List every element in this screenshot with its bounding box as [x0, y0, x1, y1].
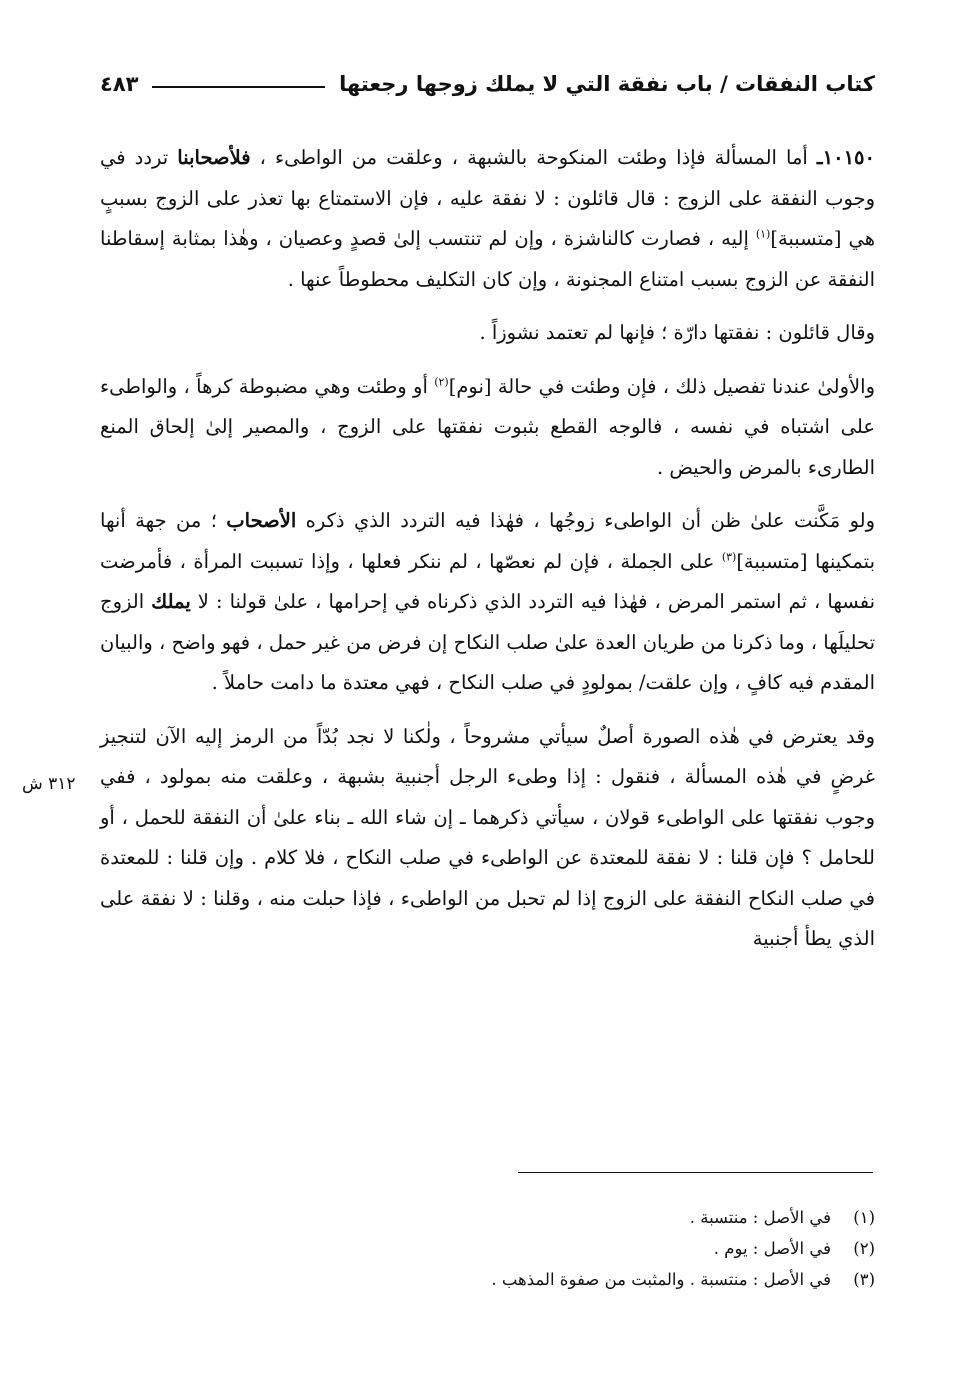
footnote	[100, 1264, 875, 1295]
paragraph	[100, 717, 875, 960]
text-run: تردد في وجوب النفقة على الزوج : قال قائلون : لا نفقة عليه ، فإن الاستمتاع بها تعذر على الزوج بسببٍ هي [متسببة]	[100, 146, 875, 250]
footnote-text: في الأصل : يوم .	[713, 1239, 831, 1258]
bold-text: ١٠١٥٠ـ	[816, 146, 875, 169]
header-title: كتاب النفقات / باب نفقة التي لا يملك زوجها رجعتها	[339, 72, 875, 96]
footnote-number: (٢)	[853, 1239, 875, 1258]
footnote-ref: (٣)	[721, 550, 737, 563]
text-run: ؛ من جهة أنها بتمكينها [متسببة]	[100, 509, 875, 573]
running-header	[100, 62, 875, 106]
bold-text: يملك	[151, 590, 191, 613]
text-run: على الجملة ، فإن لم نعصّها ، لم ننكر فعلها ، وإذا تسببت المرأة ، فأمرضت نفسها ، ثم استمر المرض ، فهٰذا فيه التردد الذي ذكرناه في إحرامها ، علىٰ قولنا : لا	[100, 549, 875, 613]
text-run: ولو مَكَّنت علىٰ ظن أن الواطىء زوجُها ، فهٰذا فيه التردد الذي ذكره	[296, 509, 875, 532]
text-run: أما المسألة فإذا وطئت المنكوحة بالشبهة ، وعلقت من الواطىء ،	[250, 146, 817, 169]
margin-note: ٣١٢ ش	[22, 774, 76, 794]
page-number: ٤٨٣	[100, 72, 139, 96]
footnote-ref: (١)	[755, 227, 771, 241]
main-text	[100, 138, 875, 973]
text-run: والأولىٰ عندنا تفصيل ذلك ، فإن وطئت في حالة [نوم]	[448, 374, 875, 398]
paragraph	[100, 138, 875, 300]
footnote	[100, 1233, 875, 1264]
paragraph	[100, 313, 875, 354]
bold-text: الأصحاب	[226, 509, 297, 532]
text-run: أو وطئت وهي مضبوطة كرهاً ، والواطىء على اشتباه في نفسه ، فالوجه القطع بثبوت نفقتها على الزوج ، والمصير إلىٰ إلحاق المنع الطارىء بالمرض والحيض .	[100, 374, 875, 479]
footnote	[100, 1202, 875, 1233]
footnote-separator	[518, 1172, 873, 1173]
footnote-text: في الأصل : منتسبة .	[689, 1208, 831, 1227]
paragraph	[100, 501, 875, 704]
bold-text: فلأصحابنا	[177, 146, 251, 169]
footnote-ref: (٢)	[434, 375, 449, 388]
footnote-number: (١)	[853, 1208, 875, 1227]
header-rule	[152, 86, 325, 88]
text-run: وقد يعترض في هٰذه الصورة أصلٌ سيأتي مشروحاً ، ولٰكنا لا نجد بُدّاً من الرمز إليه الآن لتنجيز غرضٍ في هٰذه المسألة ، فنقول : إذا وطىء الرجل أجنبية بشبهة ، وعلقت منه بمولود ، ففي وجوب نفقتها على الواطىء قولان ، سيأتي ذكرهما ـ إن شاء الله ـ بناء علىٰ أن النفقة للحمل ، أو للحامل ؟ فإن قلنا : لا نفقة للمعتدة عن الواطىء في صلب النكاح ، فلا كلام . وإن قلنا : للمعتدة في صلب النكاح النفقة على الزوج إذا لم تحبل من الواطىء ، فإذا حبلت منه ، وقلنا : لا نفقة على الذي يطأ أجنبية	[100, 724, 875, 950]
paragraph	[100, 367, 875, 489]
text-run: الزوج تحليلَها ، وما ذكرنا من طريان العدة علىٰ صلب النكاح إن فرض من غير حمل ، فهو واضح ، والبيان المقدم فيه كافٍ ، وإن علقت/ بمولودٍ في صلب النكاح ، فهي معتدة ما دامت حاملاً .	[100, 590, 875, 694]
text-run: وقال قائلون : نفقتها دارّة ؛ فإنها لم تعتمد نشوزاً .	[479, 321, 875, 344]
footnote-text: في الأصل : منتسبة . والمثبت من صفوة المذهب .	[491, 1270, 831, 1289]
text-run: إليه ، فصارت كالناشزة ، وإن لم تنتسب إلىٰ قصدٍ وعصيان ، وهٰذا بمثابة إسقاطنا النفقة عن الزوج بسبب امتناع المجنونة ، وإن كان التكليف محطوطاً عنها .	[100, 227, 875, 291]
footnotes	[100, 1202, 875, 1295]
footnote-number: (٣)	[853, 1270, 875, 1289]
